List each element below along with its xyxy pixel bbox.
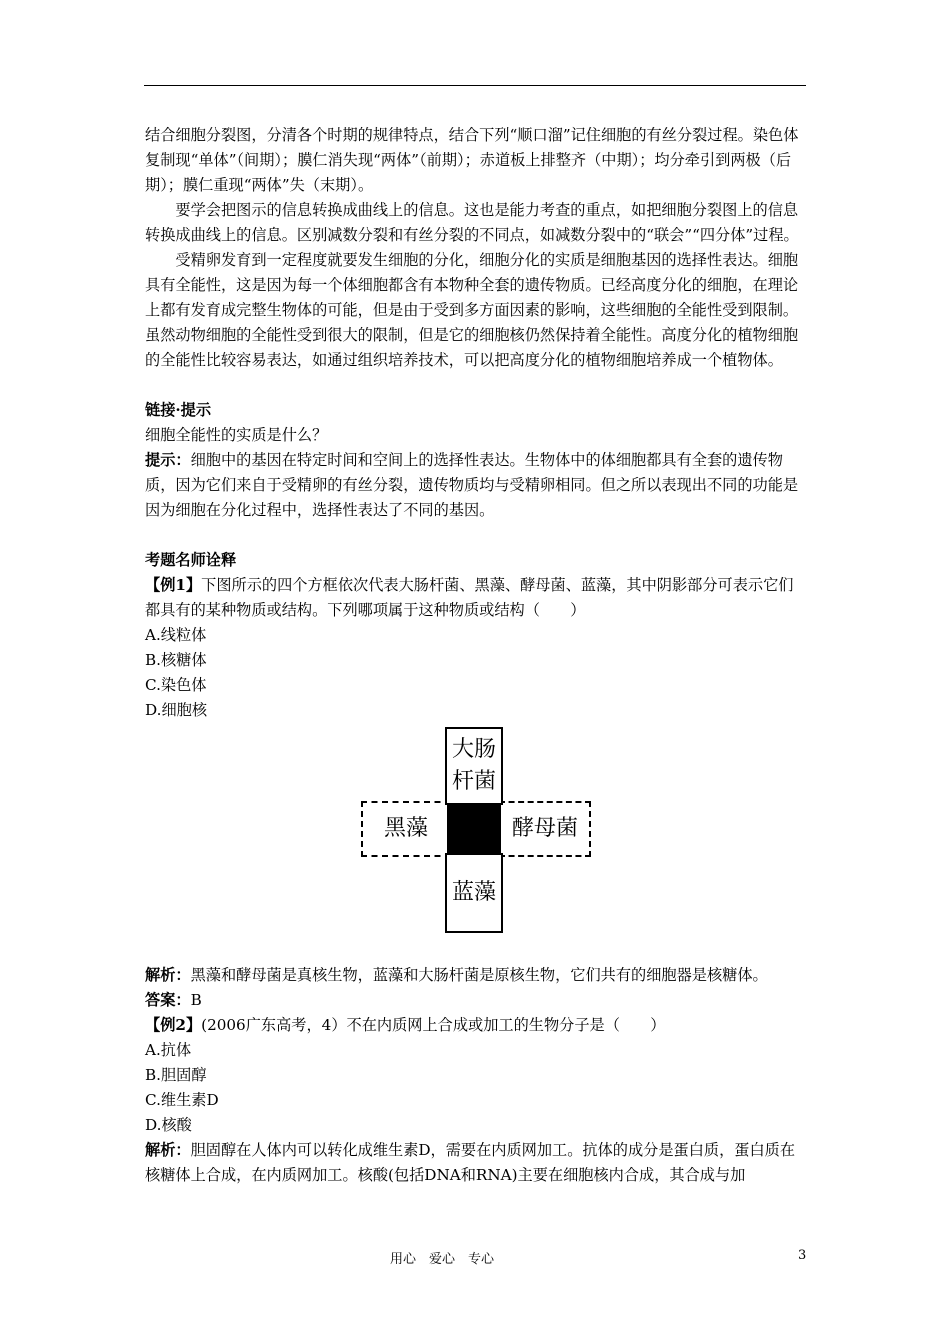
shaded-common-region — [447, 803, 501, 855]
example-1-option-d: D.细胞核 — [145, 701, 208, 719]
example-2-label: 【例2】 — [145, 1016, 202, 1034]
example-2-option-d: D.核酸 — [145, 1116, 192, 1134]
paragraph-cell-differentiation: 受精卵发育到一定程度就要发生细胞的分化，细胞分化的实质是细胞基因的选择性表达。细胞具有全能性，这是因为每一个体细胞都含有本物种全套的遗传物质。已经高度分化的细胞，在理论上都有发育成完整生物体的可能，但是由于受到多方面因素的影响，这些细胞的全能性受到限制。虽然动物细胞的全能性受到很大的限制，但是它的细胞核仍然保持着全能性。高度分化的植物细胞的全能性比较容易表达，如通过组织培养技术，可以把高度分化的植物细胞培养成一个植物体。 — [145, 251, 799, 369]
example-2-option-b: B.胆固醇 — [145, 1066, 207, 1084]
example-2-option-a: A.抗体 — [145, 1041, 192, 1059]
cell-structure-diagram — [145, 727, 807, 959]
page-number: 3 — [798, 1248, 807, 1263]
box-left-black-algae: 黑藻 — [361, 801, 451, 857]
example-1-label: 【例1】 — [145, 576, 202, 594]
hint-text: 细胞中的基因在特定时间和空间上的选择性表达。生物体中的体细胞都具有全套的遗传物质，因为它们来自于受精卵的有丝分裂，遗传物质均与受精卵相同。但之所以表现出不同的功能是因为细胞在分化过程中，选择性表达了不同的基因。 — [145, 451, 799, 519]
box-top-ecoli: 大肠 杆菌 — [445, 727, 503, 805]
example-1-option-b: B.核糖体 — [145, 651, 207, 669]
header-rule — [144, 85, 806, 86]
paragraph-mitosis-rhyme: 结合细胞分裂图，分清各个时期的规律特点，结合下列“顺口溜”记住细胞的有丝分裂过程。染色体复制现“单体”（间期）；膜仁消失现“两体”（前期）；赤道板上排整齐（中期）；均分牵引到两极（后期）；膜仁重现“两体”失（末期）。 — [145, 126, 799, 194]
example-2-analysis: 解析：胆固醇在人体内可以转化成维生素D，需要在内质网加工。抗体的成分是蛋白质，蛋白质在核糖体上合成，在内质网加工。核酸(包括DNA和RNA)主要在细胞核内合成，其合成与加 — [145, 1141, 796, 1184]
link-hint — [145, 448, 807, 523]
exam-heading: 考题名师诠释 — [145, 551, 237, 569]
box-bottom-cyanobacteria: 蓝藻 — [445, 853, 503, 933]
example-1-analysis: 解析：黑藻和酵母菌是真核生物，蓝藻和大肠杆菌是原核生物，它们共有的细胞器是核糖体。 — [145, 966, 768, 984]
example-2-stem: 【例2】(2006广东高考，4）不在内质网上合成或加工的生物分子是（ ） — [145, 1016, 666, 1034]
link-question: 细胞全能性的实质是什么？ — [145, 426, 328, 444]
footer-motto: 用心 爱心 专心 — [390, 1252, 495, 1267]
page-content — [145, 123, 807, 1188]
example-1-stem: 【例1】下图所示的四个方框依次代表大肠杆菌、黑藻、酵母菌、蓝藻，其中阴影部分可表示它们都具有的某种物质或结构。下列哪项属于这种物质或结构（ ） — [145, 576, 794, 619]
box-right-yeast: 酵母菌 — [499, 801, 591, 857]
example-1-option-c: C.染色体 — [145, 676, 207, 694]
paragraph-curve-conversion: 要学会把图示的信息转换成曲线上的信息。这也是能力考查的重点，如把细胞分裂图上的信息转换成曲线上的信息。区别减数分裂和有丝分裂的不同点，如减数分裂中的“联会”“四分体”过程。 — [145, 201, 799, 244]
example-1-answer: 答案：B — [145, 991, 202, 1009]
example-1-option-a: A.线粒体 — [145, 626, 207, 644]
example-2-option-c: C.维生素D — [145, 1091, 219, 1109]
hint-label: 提示： — [145, 451, 191, 469]
link-heading: 链接·提示 — [145, 401, 212, 419]
